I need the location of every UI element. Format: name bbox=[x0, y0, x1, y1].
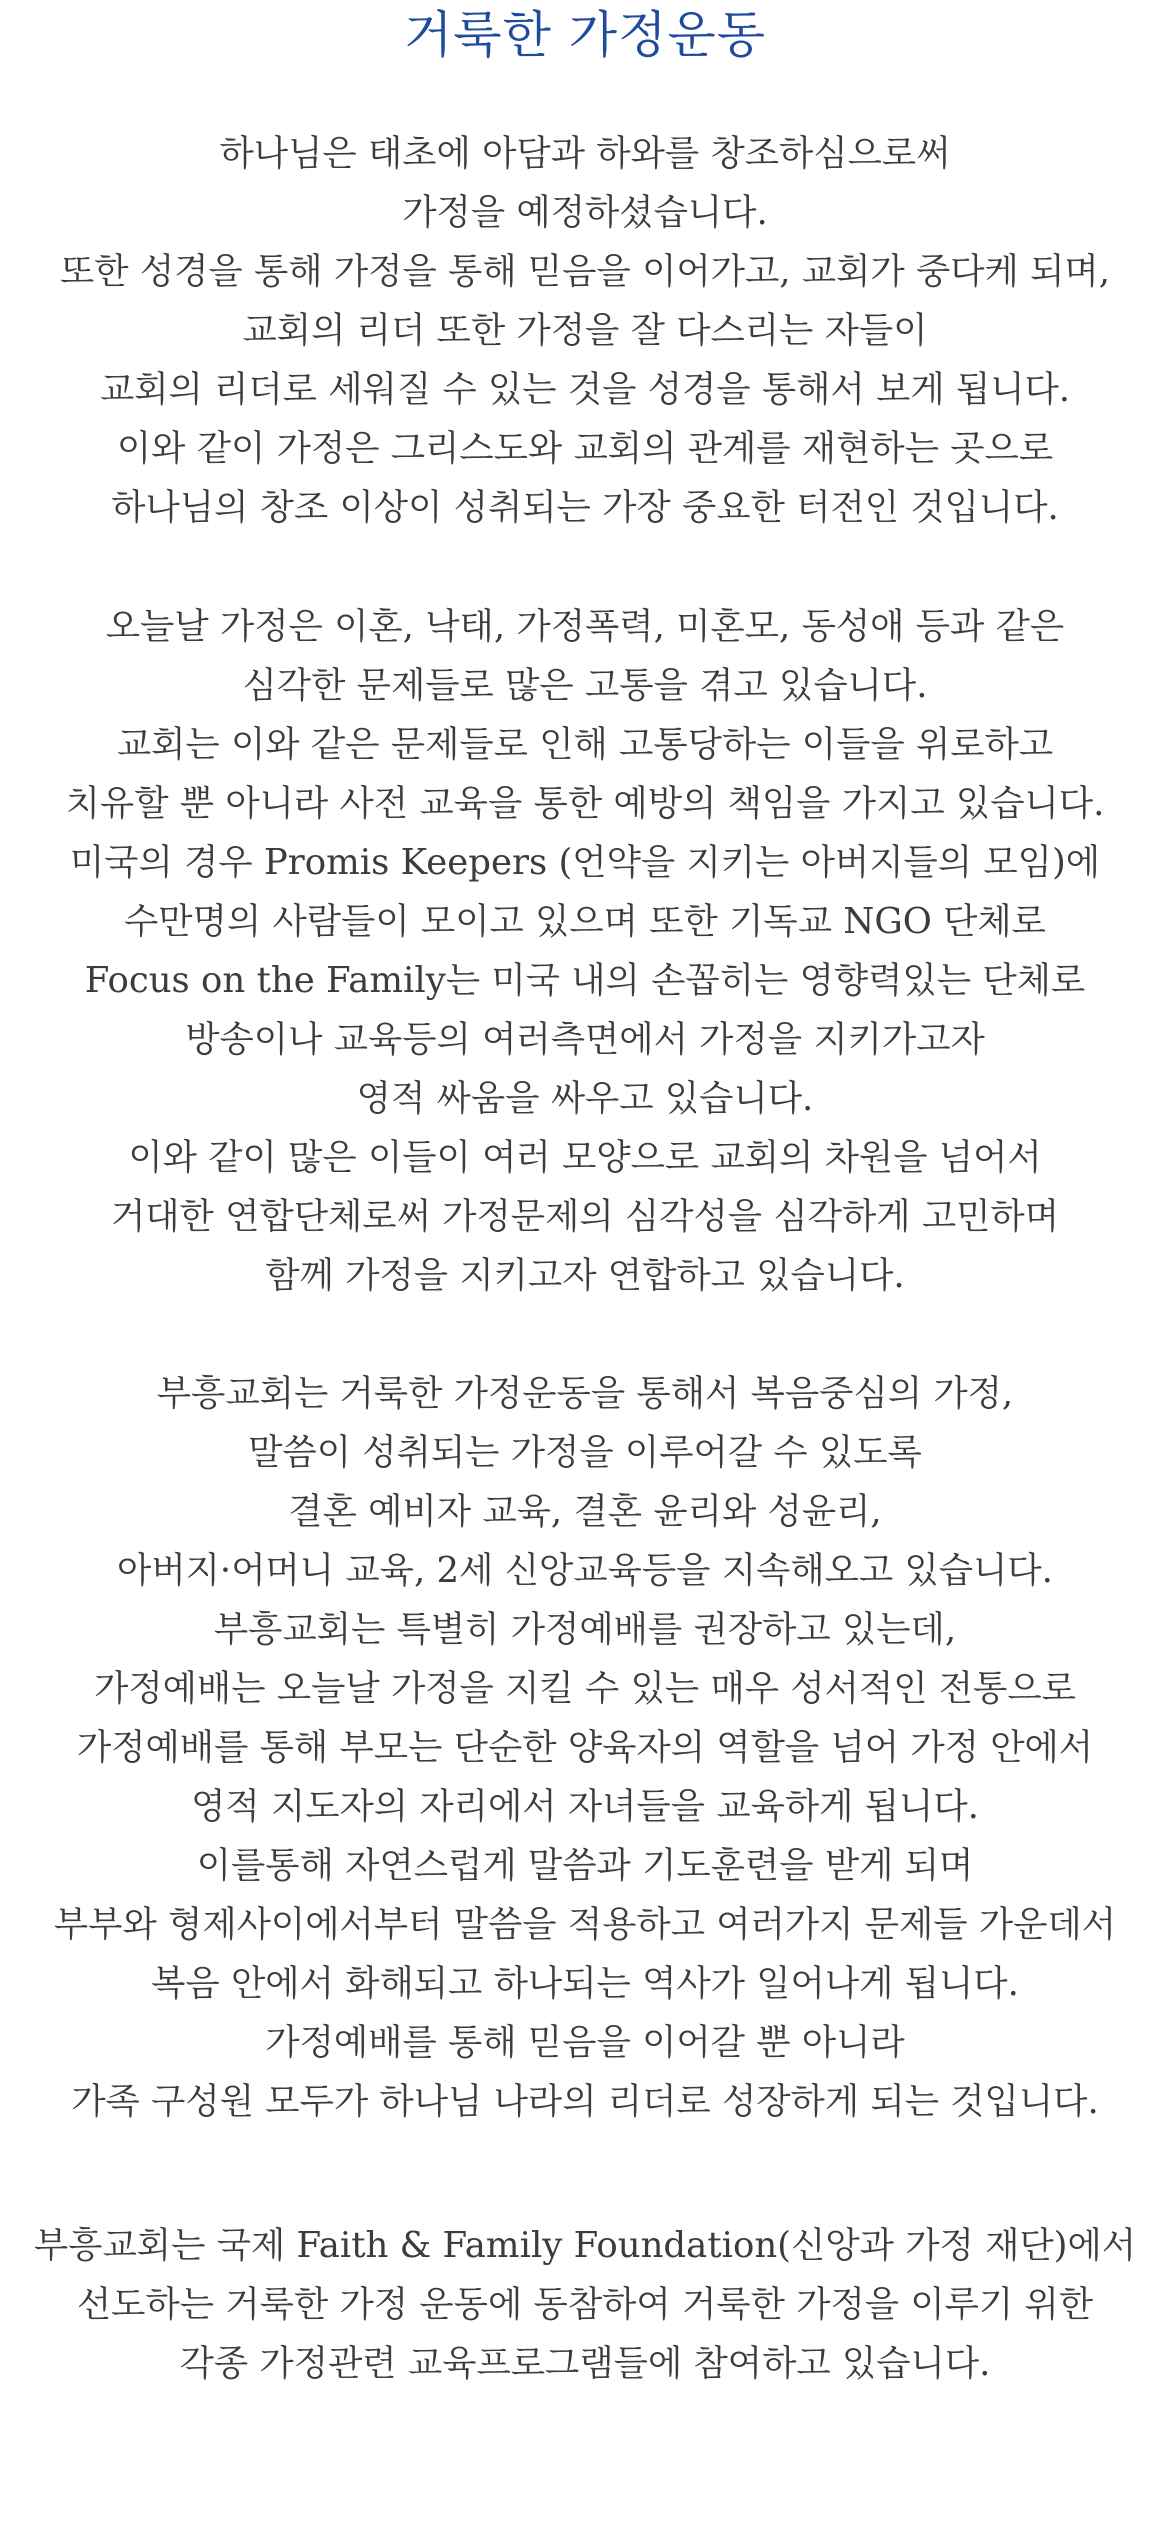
paragraph-foundation bbox=[0, 2216, 1170, 2393]
text-line: 말씀이 성취되는 가정을 이루어갈 수 있도록 bbox=[248, 1432, 922, 1473]
text-line: 가정을 예정하셨습니다. bbox=[402, 192, 768, 233]
text-line: 하나님은 태초에 아담과 하와를 창조하심으로써 bbox=[219, 133, 951, 174]
text-line: 부부와 형제사이에서부터 말씀을 적용하고 여러가지 문제들 가운데서 bbox=[53, 1904, 1117, 1945]
text-line: 치유할 뿐 아니라 사전 교육을 통한 예방의 책임을 가지고 있습니다. bbox=[65, 783, 1105, 824]
text-line: 하나님의 창조 이상이 성취되는 가장 중요한 터전인 것입니다. bbox=[111, 487, 1059, 528]
text-line: 가정예배는 오늘날 가정을 지킬 수 있는 매우 성서적인 전통으로 bbox=[94, 1668, 1076, 1709]
text-line: 이를통해 자연스럽게 말씀과 기도훈련을 받게 되며 bbox=[196, 1845, 974, 1886]
text-line: 가정예배를 통해 믿음을 이어갈 뿐 아니라 bbox=[265, 2022, 905, 2063]
text-line: 방송이나 교육등의 여러측면에서 가정을 지키가고자 bbox=[185, 1019, 985, 1060]
text-line: 교회는 이와 같은 문제들로 인해 고통당하는 이들을 위로하고 bbox=[116, 724, 1054, 765]
text-line: 영적 싸움을 싸우고 있습니다. bbox=[356, 1078, 814, 1119]
text-line: Focus on the Family는 미국 내의 손꼽히는 영향력있는 단체로 bbox=[84, 960, 1086, 1001]
text-line: 수만명의 사람들이 모이고 있으며 또한 기독교 NGO 단체로 bbox=[124, 901, 1046, 942]
page-title: 거룩한 가정운동 bbox=[404, 6, 766, 64]
text-line: 심각한 문제들로 많은 고통을 겪고 있습니다. bbox=[242, 665, 928, 706]
text-line: 결혼 예비자 교육, 결혼 윤리와 성윤리, bbox=[288, 1491, 882, 1532]
text-line: 가정예배를 통해 부모는 단순한 양육자의 역할을 넘어 가정 안에서 bbox=[76, 1727, 1094, 1768]
text-line: 복음 안에서 화해되고 하나되는 역사가 일어나게 됩니다. bbox=[151, 1963, 1019, 2004]
text-line: 선도하는 거룩한 가정 운동에 동참하여 거룩한 가정을 이루기 위한 bbox=[76, 2284, 1094, 2325]
text-line: 교회의 리더 또한 가정을 잘 다스리는 자들이 bbox=[242, 310, 928, 351]
text-line: 거대한 연합단체로써 가정문제의 심각성을 심각하게 고민하며 bbox=[110, 1196, 1060, 1237]
text-line: 부흥교회는 특별히 가정예배를 권장하고 있는데, bbox=[213, 1609, 957, 1650]
paragraph-church-program bbox=[0, 1364, 1170, 2131]
text-line: 영적 지도자의 자리에서 자녀들을 교육하게 됩니다. bbox=[191, 1786, 979, 1827]
paragraph-creation bbox=[0, 124, 1170, 537]
text-line: 가족 구성원 모두가 하나님 나라의 리더로 성장하게 되는 것입니다. bbox=[71, 2081, 1099, 2122]
text-line: 각종 가정관련 교육프로그램들에 참여하고 있습니다. bbox=[179, 2343, 991, 2384]
text-line: 미국의 경우 Promis Keepers (언약을 지키는 아버지들의 모임)에 bbox=[69, 842, 1101, 883]
text-line: 이와 같이 가정은 그리스도와 교회의 관계를 재현하는 곳으로 bbox=[116, 428, 1054, 469]
text-line: 또한 성경을 통해 가정을 통해 믿음을 이어가고, 교회가 중다케 되며, bbox=[59, 251, 1111, 292]
text-line: 이와 같이 많은 이들이 여러 모양으로 교회의 차원을 넘어서 bbox=[128, 1137, 1042, 1178]
text-line: 부흥교회는 거룩한 가정운동을 통해서 복음중심의 가정, bbox=[156, 1373, 1014, 1414]
text-line: 부흥교회는 국제 Faith & Family Foundation(신앙과 가정 재단)에서 bbox=[33, 2225, 1137, 2266]
text-line: 오늘날 가정은 이혼, 낙태, 가정폭력, 미혼모, 동성애 등과 같은 bbox=[105, 606, 1065, 647]
text-line: 함께 가정을 지키고자 연합하고 있습니다. bbox=[265, 1255, 905, 1296]
text-line: 교회의 리더로 세워질 수 있는 것을 성경을 통해서 보게 됩니다. bbox=[99, 369, 1071, 410]
text-line: 아버지·어머니 교육, 2세 신앙교육등을 지속해오고 있습니다. bbox=[117, 1550, 1053, 1591]
paragraph-family-issues bbox=[0, 597, 1170, 1305]
